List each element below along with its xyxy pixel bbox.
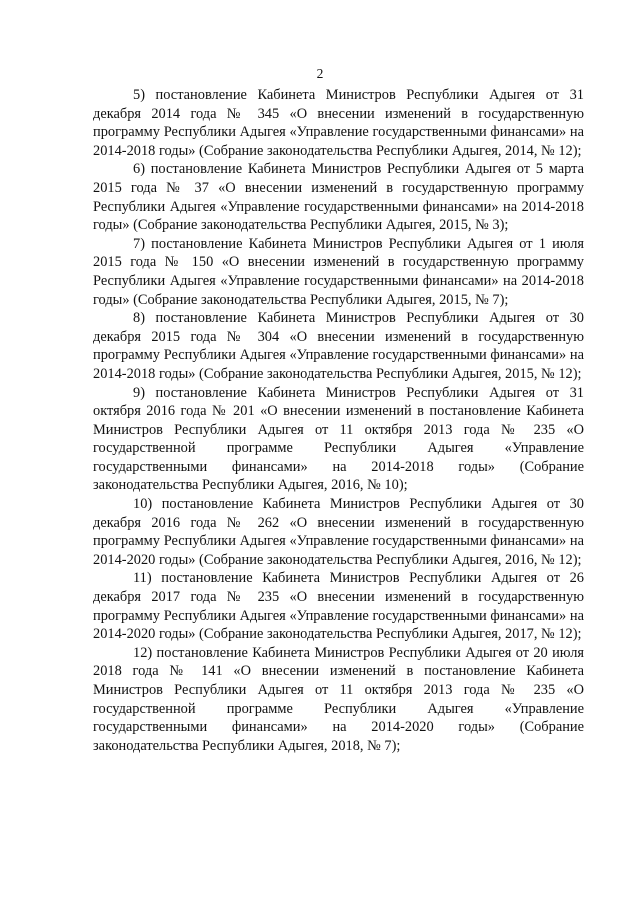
list-item-9: 9) постановление Кабинета Министров Республики Адыгея от 31 октября 2016 года № 201 «О внесении изменений в постановление Кабинета Министров Республики Адыгея от 11 октября 2013 года № 235 «О государственной программе Республики Адыгея «Управление государственными финансами» на 2014-2018 годы» (Собрание законодательства Республики Адыгея, 2016, № 10); bbox=[93, 384, 584, 494]
page-number: 2 bbox=[316, 66, 324, 81]
list-item-11: 11) постановление Кабинета Министров Республики Адыгея от 26 декабря 2017 года № 235 «О внесении изменений в государственную программу Республики Адыгея «Управление государственными финансами» на 2014-2020 годы» (Собрание законодательства Республики Адыгея, 2017, № 12); bbox=[93, 570, 584, 643]
list-item-12: 12) постановление Кабинета Министров Республики Адыгея от 20 июля 2018 года № 141 «О внесении изменений в постановление Кабинета Министров Республики Адыгея от 11 октября 2013 года № 235 «О государственной программе Республики Адыгея «Управление государственными финансами» на 2014-2020 годы» (Собрание законодательства Республики Адыгея, 2018, № 7); bbox=[93, 644, 584, 754]
list-item-5: 5) постановление Кабинета Министров Республики Адыгея от 31 декабря 2014 года № 345 «О внесении изменений в государственную программу Республики Адыгея «Управление государственными финансами» на 2014-2018 годы» (Собрание законодательства Республики Адыгея, 2014, № 12); bbox=[93, 87, 584, 159]
list-item-7: 7) постановление Кабинета Министров Республики Адыгея от 1 июля 2015 года № 150 «О внесении изменений в государственную программу Республики Адыгея «Управление государственными финансами» на 2014-2018 годы» (Собрание законодательства Республики Адыгея, 2015, № 7); bbox=[93, 235, 584, 308]
list-item-6: 6) постановление Кабинета Министров Республики Адыгея от 5 марта 2015 года № 37 «О внесении изменений в государственную программу Республики Адыгея «Управление государственными финансами» на 2014-2018 годы» (Собрание законодательства Республики Адыгея, 2015, № 3); bbox=[93, 161, 584, 234]
list-item-10: 10) постановление Кабинета Министров Республики Адыгея от 30 декабря 2016 года № 262 «О внесении изменений в государственную программу Республики Адыгея «Управление государственными финансами» на 2014-2020 годы» (Собрание законодательства Республики Адыгея, 2016, № 12); bbox=[93, 496, 584, 568]
document-body bbox=[93, 86, 584, 755]
list-item-8: 8) постановление Кабинета Министров Республики Адыгея от 30 декабря 2015 года № 304 «О внесении изменений в государственную программу Республики Адыгея «Управление государственными финансами» на 2014-2018 годы» (Собрание законодательства Республики Адыгея, 2015, № 12); bbox=[93, 310, 584, 382]
